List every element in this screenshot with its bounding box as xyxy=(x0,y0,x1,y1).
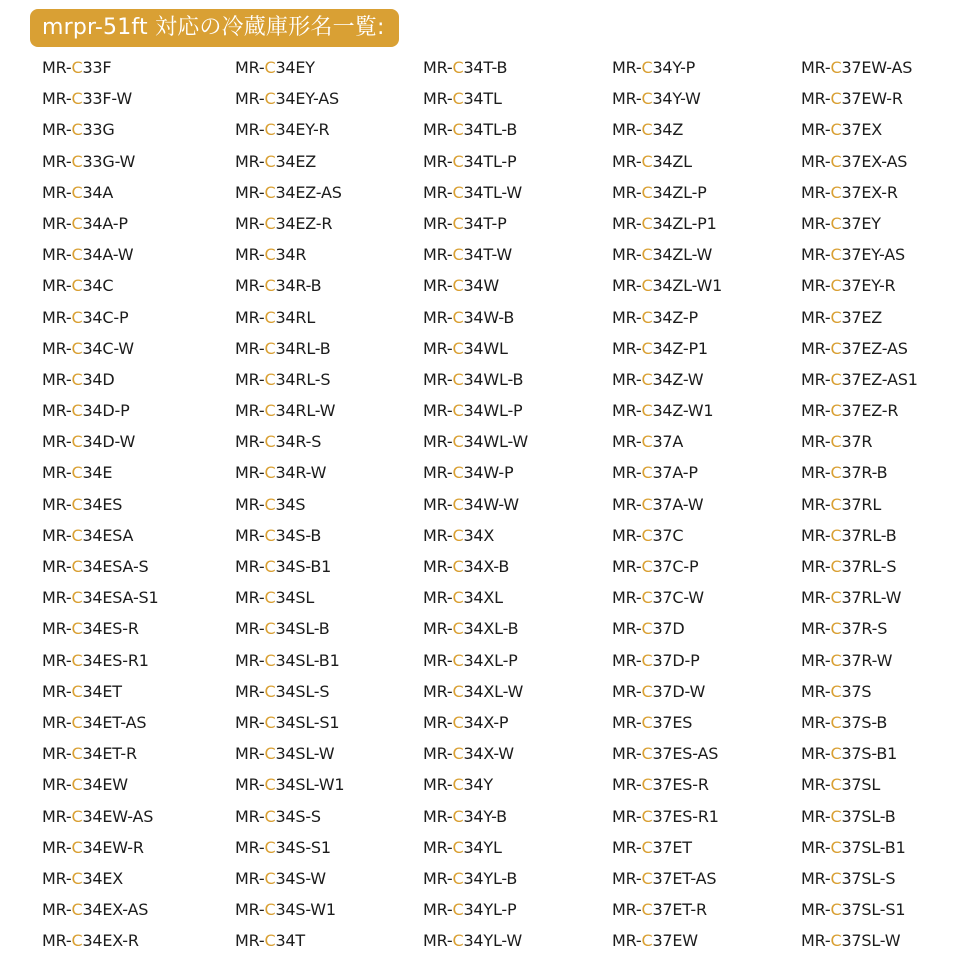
model-item: MR-C34TL-P xyxy=(423,151,517,171)
model-item: MR-C34S-S1 xyxy=(235,837,331,857)
model-item: MR-C34Z-P xyxy=(612,307,698,327)
model-item: MR-C37SL xyxy=(801,775,881,795)
model-item: MR-C34W-P xyxy=(423,463,514,483)
model-item: MR-C34WL-P xyxy=(423,401,523,421)
model-item: MR-C37EY-R xyxy=(801,276,896,296)
model-item: MR-C37RL xyxy=(801,494,882,514)
model-item: MR-C34XL xyxy=(423,588,503,608)
model-item: MR-C34ESA-S1 xyxy=(42,588,159,608)
model-item: MR-C37S xyxy=(801,681,872,701)
model-item: MR-C34SL-S1 xyxy=(235,712,340,732)
model-item: MR-C34ZL xyxy=(612,151,692,171)
model-item: MR-C34TL-W xyxy=(423,182,522,202)
model-item: MR-C37EX-AS xyxy=(801,151,908,171)
model-item: MR-C34R-B xyxy=(235,276,322,296)
model-item: MR-C34Y-W xyxy=(612,89,701,109)
model-item: MR-C34EZ-R xyxy=(235,213,333,233)
model-item: MR-C34S-W1 xyxy=(235,900,336,920)
model-item: MR-C34S xyxy=(235,494,306,514)
model-item: MR-C34T-B xyxy=(423,58,508,77)
model-item: MR-C34W xyxy=(423,276,500,296)
model-item: MR-C37A-W xyxy=(612,494,704,514)
model-item: MR-C34ZL-W xyxy=(612,245,713,265)
model-item: MR-C34EY-AS xyxy=(235,89,339,109)
model-item: MR-C37SL-W xyxy=(801,931,901,951)
model-item: MR-C37ES xyxy=(612,712,693,732)
page-title: mrpr-51ft 対応の冷蔵庫形名一覧: xyxy=(30,9,399,47)
model-item: MR-C34EX-R xyxy=(42,931,139,951)
model-item: MR-C37SL-B xyxy=(801,806,896,826)
model-item: MR-C37D-P xyxy=(612,650,700,670)
model-item: MR-C34EX-AS xyxy=(42,900,149,920)
model-item: MR-C34X xyxy=(423,525,495,545)
model-item: MR-C37A xyxy=(612,432,684,452)
model-item: MR-C37A-P xyxy=(612,463,698,483)
model-item: MR-C34S-S xyxy=(235,806,321,826)
model-item: MR-C34R-W xyxy=(235,463,327,483)
model-item: MR-C34C xyxy=(42,276,114,296)
model-item: MR-C37R-S xyxy=(801,619,888,639)
model-item: MR-C37C-P xyxy=(612,557,699,576)
model-item: MR-C34S-B1 xyxy=(235,557,332,576)
model-item: MR-C37R-B xyxy=(801,463,888,483)
model-item: MR-C34WL-W xyxy=(423,432,528,452)
model-item: MR-C34D xyxy=(42,369,115,389)
model-item: MR-C34SL-B xyxy=(235,619,330,639)
model-item: MR-C37SL-S xyxy=(801,868,896,888)
model-item: MR-C37ES-R1 xyxy=(612,806,719,826)
model-item: MR-C37C xyxy=(612,525,684,545)
model-item: MR-C34EW-R xyxy=(42,837,144,857)
model-item: MR-C37ET-R xyxy=(612,900,707,920)
model-item: MR-C34ZL-P1 xyxy=(612,213,717,233)
model-item: MR-C34Z xyxy=(612,120,684,140)
model-item: MR-C34EZ xyxy=(235,151,317,171)
model-item: MR-C37EX xyxy=(801,120,883,140)
model-item: MR-C34Y-B xyxy=(423,806,507,826)
model-item: MR-C37R-W xyxy=(801,650,893,670)
model-item: MR-C34Z-W xyxy=(612,369,704,389)
model-item: MR-C34RL-S xyxy=(235,369,331,389)
model-item: MR-C37RL-W xyxy=(801,588,902,608)
model-item: MR-C37ET-AS xyxy=(612,868,717,888)
model-item: MR-C37EZ-AS xyxy=(801,338,908,358)
model-item: MR-C34ES xyxy=(42,494,123,514)
model-item: MR-C34YL-W xyxy=(423,931,522,951)
model-item: MR-C34EY-R xyxy=(235,120,330,140)
model-item: MR-C34W-W xyxy=(423,494,519,514)
model-item: MR-C33F-W xyxy=(42,89,132,109)
model-item: MR-C34E xyxy=(42,463,113,483)
model-item: MR-C34XL-W xyxy=(423,681,524,701)
model-item: MR-C34T-W xyxy=(423,245,513,265)
model-item: MR-C34X-B xyxy=(423,557,510,576)
model-item: MR-C37SL-B1 xyxy=(801,837,906,857)
model-item: MR-C34EZ-AS xyxy=(235,182,342,202)
model-item: MR-C34A-P xyxy=(42,213,128,233)
model-item: MR-C34Z-P1 xyxy=(612,338,708,358)
model-item: MR-C37D xyxy=(612,619,685,639)
model-item: MR-C34W-B xyxy=(423,307,515,327)
model-item: MR-C37EY xyxy=(801,213,881,233)
model-item: MR-C34S-B xyxy=(235,525,322,545)
model-item: MR-C37R xyxy=(801,432,873,452)
model-item: MR-C34S-W xyxy=(235,868,326,888)
model-item: MR-C34T xyxy=(235,931,305,951)
model-item: MR-C34Y-P xyxy=(612,58,696,77)
model-item: MR-C37SL-S1 xyxy=(801,900,906,920)
model-item: MR-C34ZL-P xyxy=(612,182,707,202)
model-item: MR-C34ET-R xyxy=(42,744,137,764)
model-item: MR-C34ES-R xyxy=(42,619,139,639)
model-item: MR-C37ES-AS xyxy=(612,744,719,764)
model-item: MR-C34SL-S xyxy=(235,681,330,701)
model-item: MR-C34SL-W xyxy=(235,744,335,764)
model-item: MR-C34WL xyxy=(423,338,508,358)
model-item: MR-C34R-S xyxy=(235,432,322,452)
model-item: MR-C34T-P xyxy=(423,213,507,233)
model-item: MR-C37S-B1 xyxy=(801,744,898,764)
model-item: MR-C34SL-W1 xyxy=(235,775,345,795)
model-item: MR-C34XL-P xyxy=(423,650,518,670)
model-item: MR-C37ES-R xyxy=(612,775,709,795)
model-item: MR-C34Z-W1 xyxy=(612,401,714,421)
model-item: MR-C34SL xyxy=(235,588,315,608)
model-item: MR-C34Y xyxy=(423,775,493,795)
model-item: MR-C37D-W xyxy=(612,681,706,701)
model-item: MR-C33F xyxy=(42,58,112,77)
model-item: MR-C37EW-R xyxy=(801,89,903,109)
model-item: MR-C34C-W xyxy=(42,338,134,358)
model-item: MR-C34ESA xyxy=(42,525,134,545)
model-item: MR-C34YL-B xyxy=(423,868,518,888)
model-item: MR-C34ET xyxy=(42,681,122,701)
model-item: MR-C34ET-AS xyxy=(42,712,147,732)
model-item: MR-C34R xyxy=(235,245,307,265)
model-item: MR-C34RL xyxy=(235,307,316,327)
model-item: MR-C37EZ-AS1 xyxy=(801,369,918,389)
model-item: MR-C34ESA-S xyxy=(42,557,149,576)
model-item: MR-C34EW xyxy=(42,775,128,795)
model-item: MR-C34WL-B xyxy=(423,369,524,389)
model-item: MR-C34C-P xyxy=(42,307,129,327)
model-item: MR-C34X-P xyxy=(423,712,509,732)
model-item: MR-C37EW-AS xyxy=(801,58,913,77)
model-item: MR-C34EX xyxy=(42,868,124,888)
model-item: MR-C37RL-S xyxy=(801,557,897,576)
model-item: MR-C34EY xyxy=(235,58,315,77)
model-item: MR-C34YL-P xyxy=(423,900,517,920)
model-item: MR-C34XL-B xyxy=(423,619,519,639)
model-item: MR-C37EZ-R xyxy=(801,401,899,421)
model-item: MR-C34EW-AS xyxy=(42,806,154,826)
model-item: MR-C33G-W xyxy=(42,151,136,171)
model-item: MR-C34YL xyxy=(423,837,502,857)
model-item: MR-C34RL-B xyxy=(235,338,331,358)
model-item: MR-C34A-W xyxy=(42,245,134,265)
model-item: MR-C37C-W xyxy=(612,588,704,608)
model-item: MR-C34ZL-W1 xyxy=(612,276,723,296)
model-item: MR-C37EX-R xyxy=(801,182,898,202)
model-item: MR-C37ET xyxy=(612,837,692,857)
model-list xyxy=(42,52,942,956)
model-item: MR-C34D-P xyxy=(42,401,130,421)
model-item: MR-C33G xyxy=(42,120,115,140)
model-item: MR-C34RL-W xyxy=(235,401,336,421)
model-item: MR-C34X-W xyxy=(423,744,514,764)
model-item: MR-C34ES-R1 xyxy=(42,650,149,670)
model-item: MR-C34A xyxy=(42,182,114,202)
model-item: MR-C34TL xyxy=(423,89,502,109)
model-item: MR-C34D-W xyxy=(42,432,136,452)
model-item: MR-C37EW xyxy=(612,931,698,951)
model-item: MR-C37EY-AS xyxy=(801,245,905,265)
model-item: MR-C34TL-B xyxy=(423,120,518,140)
model-item: MR-C37EZ xyxy=(801,307,883,327)
model-item: MR-C37S-B xyxy=(801,712,888,732)
model-item: MR-C37RL-B xyxy=(801,525,897,545)
model-item: MR-C34SL-B1 xyxy=(235,650,340,670)
